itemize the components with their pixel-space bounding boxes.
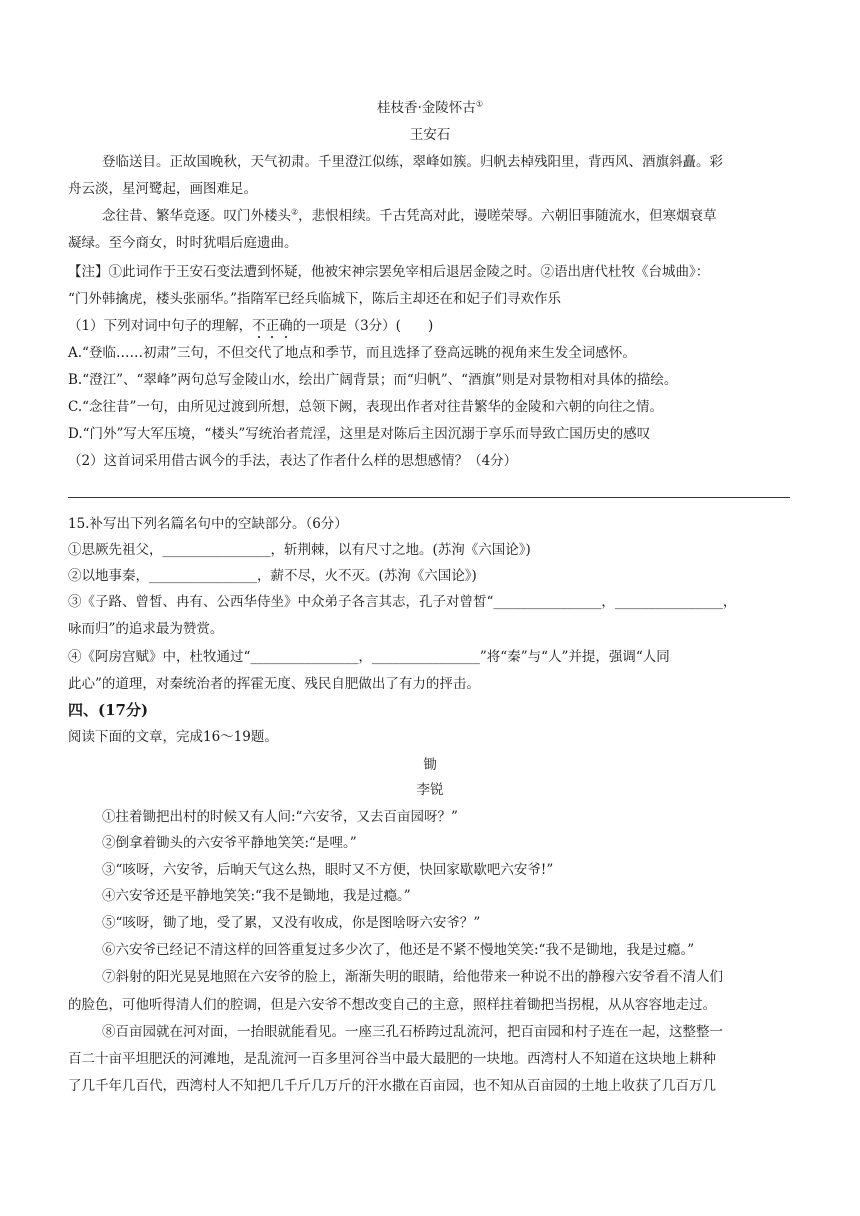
- section4-heading: 四、(17分): [68, 701, 149, 719]
- emphasis-char: 确: [279, 318, 293, 334]
- option-b: B.“澄江”、“翠峰”两句总写金陵山水，绘出广阔背景；而“归帆”、“酒旗”则是对景物相对具体的描绘。: [68, 372, 678, 388]
- article-paragraph-6: ⑥六安爷已经记不清这样的回答重复过多少次了，他还是不紧不慢地笑笑:“我不是锄地，我是过瘾。”: [102, 942, 695, 958]
- article-paragraph-7-line2: 的脸色，可他听得清人们的腔调，但是六安爷不想改变自己的主意，照样拄着锄把当拐棍，从从容容地走过。: [68, 997, 716, 1013]
- article-paragraph-8-line3: 了几千年几百代，西湾村人不知把几千斤几万斤的汗水撒在百亩园，也不知从百亩园的土地上收获了几百万几: [68, 1078, 716, 1094]
- article-paragraph-7-line1: ⑦斜射的阳光晃晃地照在六安爷的脸上，渐渐失明的眼睛，给他带来一种说不出的静穆六安爷看不清人们: [102, 969, 723, 985]
- poem-text: 念往昔、繁华竞逐。叹门外楼头: [102, 208, 291, 224]
- stem-text: 的一项是（3分）( ): [292, 318, 434, 334]
- stem-text: （1）下列对词中句子的理解，: [68, 318, 253, 334]
- answer-line: [68, 497, 790, 498]
- emphasis-char: 正: [265, 318, 280, 334]
- note-line2: “门外韩擒虎，楼头张丽华。”指隋军已经兵临城下，陈后主却还在和妃子们寻欢作乐: [68, 291, 562, 307]
- article-paragraph-4: ④六安爷还是平静地笑笑:“我不是锄地，我是过瘾。”: [102, 888, 411, 904]
- question2: （2）这首词采用借古讽今的手法，表达了作者什么样的思想感情？（4分）: [68, 453, 518, 469]
- article-paragraph-1: ①拄着锄把出村的时候又有人问:“六安爷，又去百亩园呀？”: [102, 809, 458, 825]
- article-paragraph-3: ③“咳呀，六安爷，后晌天气这么热，眼时又不方便，快回家歇歇吧六安爷!”: [102, 862, 554, 878]
- fill-item-3-line2: 咏而归”的追求最为赞赏。: [68, 621, 224, 637]
- question15-heading: 15.补写出下列名篇名句中的空缺部分。（6分）: [68, 516, 348, 532]
- poem-text: ，悲恨相续。千古凭高对此，谩嗟荣辱。六朝旧事随流水，但寒烟衰草: [298, 208, 717, 224]
- poem-stanza2-line1: [102, 206, 717, 226]
- article-paragraph-2: ②倒拿着锄头的六安爷平静地笑笑:“是哩。”: [102, 835, 357, 851]
- option-d: D.“门外”写大军压境，“楼头”写统治者荒淫，这里是对陈后主因沉溺于享乐而导致亡国历史的感叹: [68, 426, 651, 442]
- article-paragraph-8-line1: ⑧百亩园就在河对面，一抬眼就能看见。一座三孔石桥跨过乱流河，把百亩园和村子连在一起，这整整一: [102, 1024, 723, 1040]
- fill-item-4-line1: ④《阿房宫赋》中，杜牧通过“________________，________________”将“秦”与“人”并提，强调“人同: [68, 649, 670, 665]
- poem-stanza2-line2: 凝绿。至今商女，时时犹唱后庭遗曲。: [68, 235, 298, 251]
- question1-stem: [68, 316, 433, 336]
- poem-stanza1-line1: 登临送目。正故国晚秋，天气初肃。千里澄江似练，翠峰如簇。归帆去棹残阳里，背西风、酒旗斜矗。彩: [102, 154, 723, 170]
- poem-stanza1-line2: 舟云淡，星河鹭起，画图难足。: [68, 181, 257, 197]
- option-c: C.“念往昔”一句，由所见过渡到所想，总领下阙，表现出作者对往昔繁华的金陵和六朝的向往之情。: [68, 399, 663, 415]
- footnote-marker: ①: [475, 99, 483, 109]
- poem-title-text: 桂枝香·金陵怀古: [377, 100, 476, 116]
- option-a: A.“登临……初肃”三句，不但交代了地点和季节，而且选择了登高远眺的视角来生发全词感怀。: [68, 345, 636, 361]
- fill-item-3-line1: ③《子路、曾皙、冉有、公西华侍坐》中众弟子各言其志，孔子对曾皙“________________，________________，: [68, 594, 737, 610]
- note-line1: 【注】①此词作于王安石变法遭到怀疑，他被宋神宗罢免宰相后退居金陵之时。②语出唐代杜牧《台城曲》：: [68, 264, 710, 280]
- poem-title: [0, 98, 860, 118]
- article-paragraph-5: ⑤“咳呀，锄了地，受了累，又没有收成，你是图啥呀六安爷？”: [102, 915, 481, 931]
- emphasis-char: 不: [252, 318, 266, 334]
- poem-author: 王安石: [409, 127, 451, 143]
- article-paragraph-8-line2: 百二十亩平坦肥沃的河滩地，是乱流河一百多里河谷当中最大最肥的一块地。西湾村人不知道在这块地上耕种: [68, 1051, 716, 1067]
- fill-item-4-line2: 此心”的道理，对秦统治者的挥霍无度、残民自肥做出了有力的抨击。: [68, 676, 480, 692]
- section4-intro: 阅读下面的文章，完成16～19题。: [68, 729, 278, 745]
- fill-item-2: ②以地事秦，________________，薪不尽，火不灭。(苏洵《六国论》): [68, 568, 477, 584]
- article-author: 李锐: [416, 782, 444, 798]
- article-title: 锄: [423, 757, 437, 773]
- footnote-marker: ②: [291, 207, 299, 217]
- fill-item-1: ①思厥先祖父，________________，斩荆棘，以有尺寸之地。(苏洵《六国论》): [68, 542, 531, 558]
